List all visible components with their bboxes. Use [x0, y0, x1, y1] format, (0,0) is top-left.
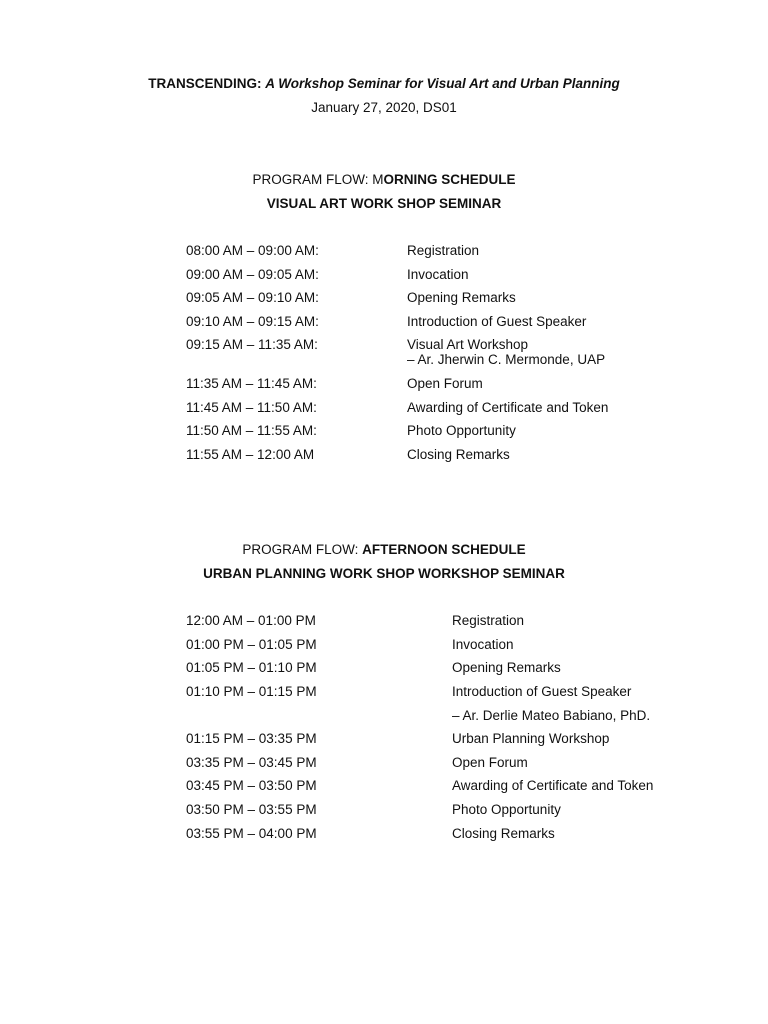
row-activity: Registration	[407, 243, 480, 258]
row-time: 09:00 AM – 09:05 AM:	[186, 267, 319, 282]
row-activity: Introduction of Guest Speaker	[407, 314, 587, 329]
title-italic: A Workshop Seminar for Visual Art and Urban Planning	[265, 76, 620, 91]
morning-row	[0, 267, 768, 287]
row-time: 01:15 PM – 03:35 PM	[186, 731, 317, 746]
afternoon-row	[0, 826, 768, 846]
morning-seminar-title: VISUAL ART WORK SHOP SEMINAR	[266, 196, 502, 211]
row-time: 03:35 PM – 03:45 PM	[186, 755, 317, 770]
row-time: 12:00 AM – 01:00 PM	[186, 613, 316, 628]
row-time: 03:45 PM – 03:50 PM	[186, 778, 317, 793]
row-time: 11:50 AM – 11:55 AM:	[186, 423, 317, 438]
row-time: 09:15 AM – 11:35 AM:	[186, 337, 318, 352]
morning-speaker: – Ar. Jherwin C. Mermonde, UAP	[407, 352, 606, 367]
row-activity: Invocation	[452, 637, 514, 652]
morning-row	[0, 243, 768, 263]
row-time: 11:35 AM – 11:45 AM:	[186, 376, 317, 391]
row-time: 01:05 PM – 01:10 PM	[186, 660, 317, 675]
row-time: 03:50 PM – 03:55 PM	[186, 802, 317, 817]
morning-program-bold: ORNING SCHEDULE	[383, 172, 516, 187]
row-activity: Closing Remarks	[452, 826, 555, 841]
morning-row	[0, 314, 768, 334]
afternoon-row	[0, 660, 768, 680]
row-activity: Photo Opportunity	[407, 423, 516, 438]
row-activity: Open Forum	[407, 376, 483, 391]
row-activity: Urban Planning Workshop	[452, 731, 610, 746]
document-date: January 27, 2020, DS01	[311, 100, 457, 115]
morning-row	[0, 376, 768, 396]
row-activity: Awarding of Certificate and Token	[407, 400, 609, 415]
morning-row	[0, 423, 768, 443]
row-activity: Open Forum	[452, 755, 528, 770]
row-time: 09:10 AM – 09:15 AM:	[186, 314, 319, 329]
morning-program-heading	[0, 172, 768, 187]
row-activity: Invocation	[407, 267, 469, 282]
morning-program-prefix: PROGRAM FLOW: M	[252, 172, 384, 187]
afternoon-row	[0, 755, 768, 775]
afternoon-row	[0, 802, 768, 822]
row-time: 09:05 AM – 09:10 AM:	[186, 290, 319, 305]
afternoon-program-prefix: PROGRAM FLOW:	[242, 542, 363, 557]
row-time: 03:55 PM – 04:00 PM	[186, 826, 317, 841]
row-time: 11:55 AM – 12:00 AM	[186, 447, 315, 462]
afternoon-row	[0, 637, 768, 657]
title-bold: TRANSCENDING:	[148, 76, 262, 91]
morning-row	[0, 447, 768, 467]
afternoon-row	[0, 708, 768, 728]
morning-row	[0, 290, 768, 310]
row-activity: Opening Remarks	[407, 290, 516, 305]
row-activity: Opening Remarks	[452, 660, 561, 675]
row-time: 08:00 AM – 09:00 AM:	[186, 243, 319, 258]
row-activity: Registration	[452, 613, 525, 628]
row-activity: Closing Remarks	[407, 447, 510, 462]
morning-row	[0, 337, 768, 357]
afternoon-row	[0, 778, 768, 798]
afternoon-row	[0, 613, 768, 633]
afternoon-seminar-title: URBAN PLANNING WORK SHOP WORKSHOP SEMINAR	[203, 566, 565, 581]
row-activity: Photo Opportunity	[452, 802, 561, 817]
afternoon-row	[0, 731, 768, 751]
afternoon-program-heading	[0, 542, 768, 557]
row-activity: Awarding of Certificate and Token	[452, 778, 654, 793]
document-title	[0, 76, 768, 91]
row-activity: – Ar. Derlie Mateo Babiano, PhD.	[452, 708, 651, 723]
row-time: 01:00 PM – 01:05 PM	[186, 637, 317, 652]
morning-row	[0, 400, 768, 420]
afternoon-program-bold: AFTERNOON SCHEDULE	[362, 542, 526, 557]
row-activity: Visual Art Workshop	[407, 337, 529, 352]
row-time: 01:10 PM – 01:15 PM	[186, 684, 317, 699]
afternoon-row	[0, 684, 768, 704]
row-activity: Introduction of Guest Speaker	[452, 684, 632, 699]
row-time: 11:45 AM – 11:50 AM:	[186, 400, 317, 415]
